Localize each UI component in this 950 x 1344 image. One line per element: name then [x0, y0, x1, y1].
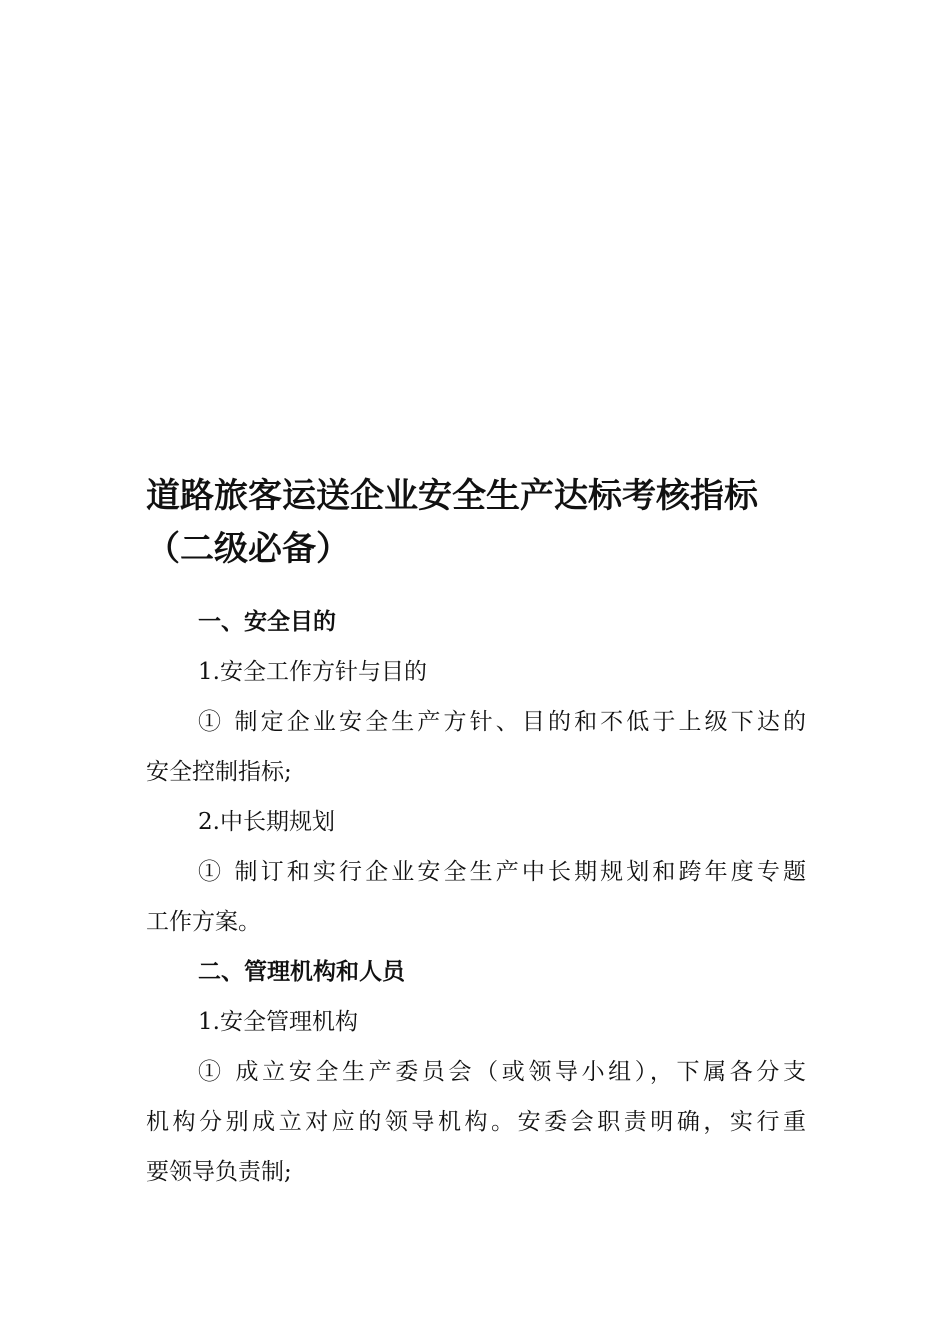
paragraph-plan-line-2: 工作方案。 [146, 909, 261, 935]
title-line-2: （二级必备） [146, 529, 350, 569]
paragraph-agency-line-1: ① 成立安全生产委员会（或领导小组），下属各分支 [198, 1059, 806, 1085]
section-heading-organization: 二、管理机构和人员 [198, 959, 405, 985]
item-heading-policy: 1.安全工作方针与目的 [198, 659, 427, 685]
document-body [146, 597, 806, 1197]
paragraph-agency-line-3: 要领导负责制; [146, 1159, 292, 1185]
title-line-1: 道路旅客运送企业安全生产达标考核指标 [146, 476, 758, 516]
section-heading-safety-goals: 一、安全目的 [198, 609, 336, 635]
item-heading-safety-agency: 1.安全管理机构 [198, 1009, 358, 1035]
document-title [146, 470, 826, 576]
paragraph-policy-line-1: ① 制定企业安全生产方针、目的和不低于上级下达的 [198, 709, 806, 735]
item-heading-long-term-plan: 2.中长期规划 [198, 809, 335, 835]
paragraph-agency-line-2: 机构分别成立对应的领导机构。安委会职责明确，实行重 [146, 1109, 806, 1135]
paragraph-plan-line-1: ① 制订和实行企业安全生产中长期规划和跨年度专题 [198, 859, 806, 885]
paragraph-policy-line-2: 安全控制指标; [146, 759, 292, 785]
